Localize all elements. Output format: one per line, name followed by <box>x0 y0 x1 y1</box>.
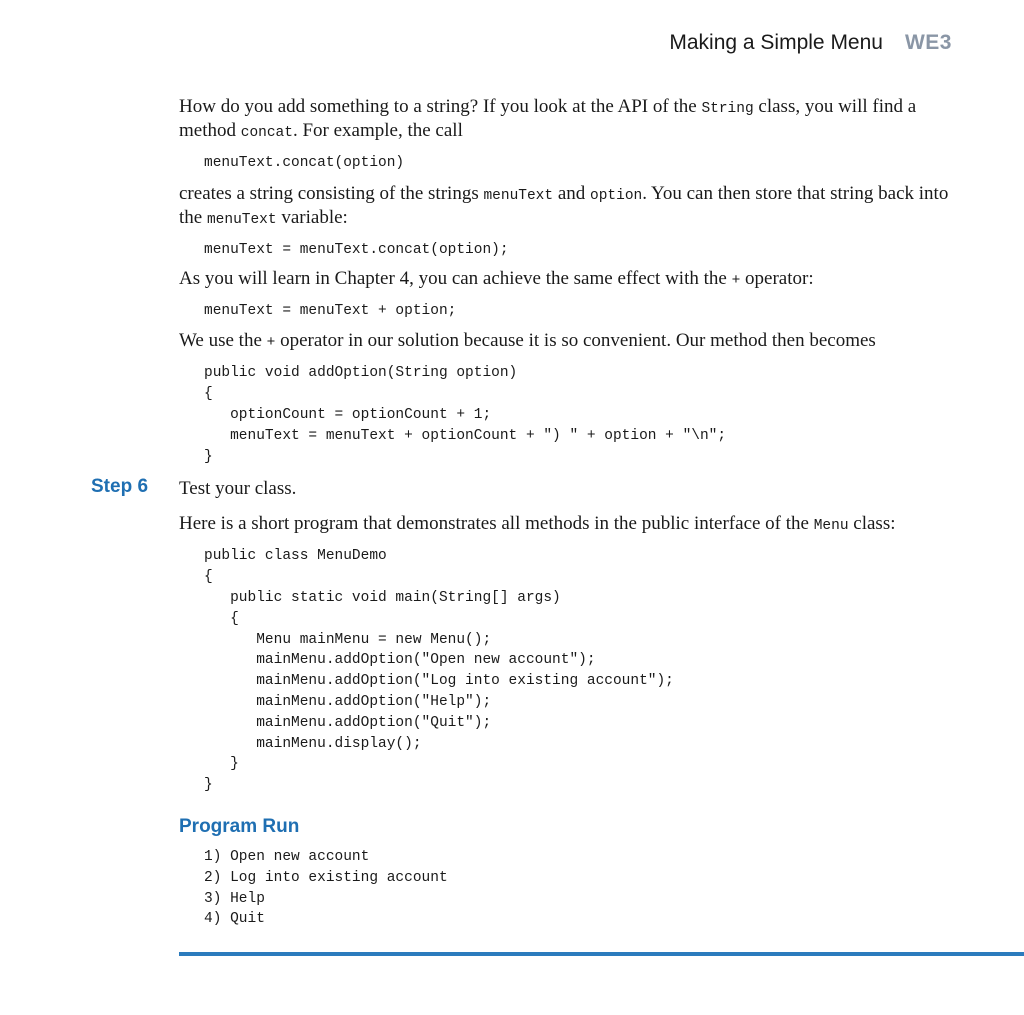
program-run-output: 1) Open new account 2) Log into existing account 3) Help 4) Quit <box>204 848 448 928</box>
header-title: Making a Simple Menu <box>669 31 883 54</box>
step-title: Test your class. <box>179 478 297 500</box>
code-block-menu-demo: public class MenuDemo { public static void main(String[] args) { Menu mainMenu = new Menu(); mainMenu.addOption("Open new account"); mainMenu.addOption("Log into existing account"); mainMenu.addOption("Help"); mainMenu.addOption("Quit"); mainMenu.display(); } } <box>204 548 674 794</box>
code-block-plus-assign: menuText = menuText + option; <box>204 302 457 319</box>
page-content <box>179 96 969 930</box>
paragraph-concat-intro: How do you add something to a string? If you look at the API of the String class, you will find a method concat. For example, the call <box>179 96 917 141</box>
inline-code: concat <box>240 125 293 141</box>
code-block-add-option: public void addOption(String option) { optionCount = optionCount + 1; menuText = menuText + optionCount + ") " + option + "\n"; } <box>204 365 727 465</box>
inline-code: menuText <box>483 187 554 204</box>
paragraph-solution: We use the + operator in our solution because it is so convenient. Our method then becomes <box>179 330 876 352</box>
code-block-concat-call: menuText.concat(option) <box>204 155 405 171</box>
program-run-heading: Program Run <box>179 815 300 837</box>
inline-code: menuText <box>206 211 277 228</box>
code-block-concat-assign: menuText = menuText.concat(option); <box>204 241 509 258</box>
step-label: Step 6 <box>91 476 149 497</box>
paragraph-concat-result: creates a string consisting of the strings menuText and option. You can then store that string back into the menuText variable: <box>179 182 949 228</box>
header-tag: WE3 <box>904 31 952 54</box>
inline-code: Menu <box>813 518 849 535</box>
inline-code: option <box>590 187 643 204</box>
inline-code: String <box>701 101 754 117</box>
paragraph-demo-intro: Here is a short program that demonstrates all methods in the public interface of the Menu class: <box>179 513 896 535</box>
bottom-rule <box>179 952 1024 956</box>
inline-code: + <box>731 272 741 289</box>
page-header <box>669 31 952 55</box>
inline-code: + <box>266 335 276 352</box>
paragraph-plus-operator: As you will learn in Chapter 4, you can achieve the same effect with the + operator: <box>179 267 814 289</box>
